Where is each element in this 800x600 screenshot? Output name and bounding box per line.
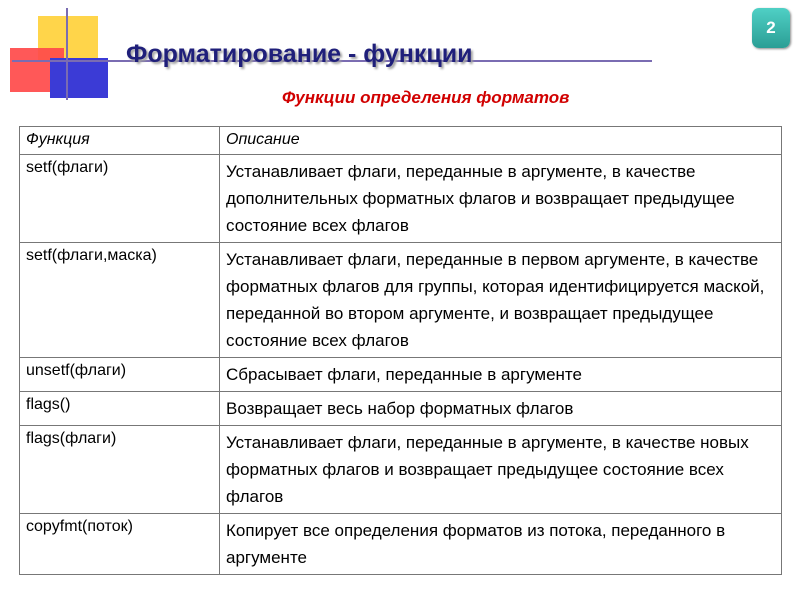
description-cell: Устанавливает флаги, переданные в аргументе, в качестве новых форматных флагов и возвращает предыдущее состояние всех флагов	[220, 426, 782, 514]
function-cell: unsetf(флаги)	[20, 358, 220, 392]
table-row	[20, 392, 782, 426]
decor-vertical-line	[66, 8, 68, 100]
table-row	[20, 358, 782, 392]
functions-table	[19, 126, 782, 575]
column-header-function: Функция	[20, 127, 220, 155]
function-cell: flags(флаги)	[20, 426, 220, 514]
table-row	[20, 243, 782, 358]
table-header-row	[20, 127, 782, 155]
description-cell: Возвращает весь набор форматных флагов	[220, 392, 782, 426]
page-title: Форматирование - функции	[126, 40, 473, 68]
function-cell: setf(флаги)	[20, 155, 220, 243]
description-cell: Устанавливает флаги, переданные в первом аргументе, в качестве форматных флагов для группы, которая идентифицируется маской, переданной во втором аргументе, и возвращает предыдущее состояние всех флагов	[220, 243, 782, 358]
table-row	[20, 426, 782, 514]
description-cell: Устанавливает флаги, переданные в аргументе, в качестве дополнительных форматных флагов и возвращает предыдущее состояние всех флагов	[220, 155, 782, 243]
function-cell: copyfmt(поток)	[20, 514, 220, 575]
function-cell: setf(флаги,маска)	[20, 243, 220, 358]
decor-blue-square	[50, 58, 108, 98]
page-subtitle: Функции определения форматов	[282, 88, 570, 107]
function-cell: flags()	[20, 392, 220, 426]
column-header-description: Описание	[220, 127, 782, 155]
table-row	[20, 514, 782, 575]
description-cell: Сбрасывает флаги, переданные в аргументе	[220, 358, 782, 392]
description-cell: Копирует все определения форматов из потока, переданного в аргументе	[220, 514, 782, 575]
table-row	[20, 155, 782, 243]
page-number-badge: 2	[752, 8, 790, 48]
